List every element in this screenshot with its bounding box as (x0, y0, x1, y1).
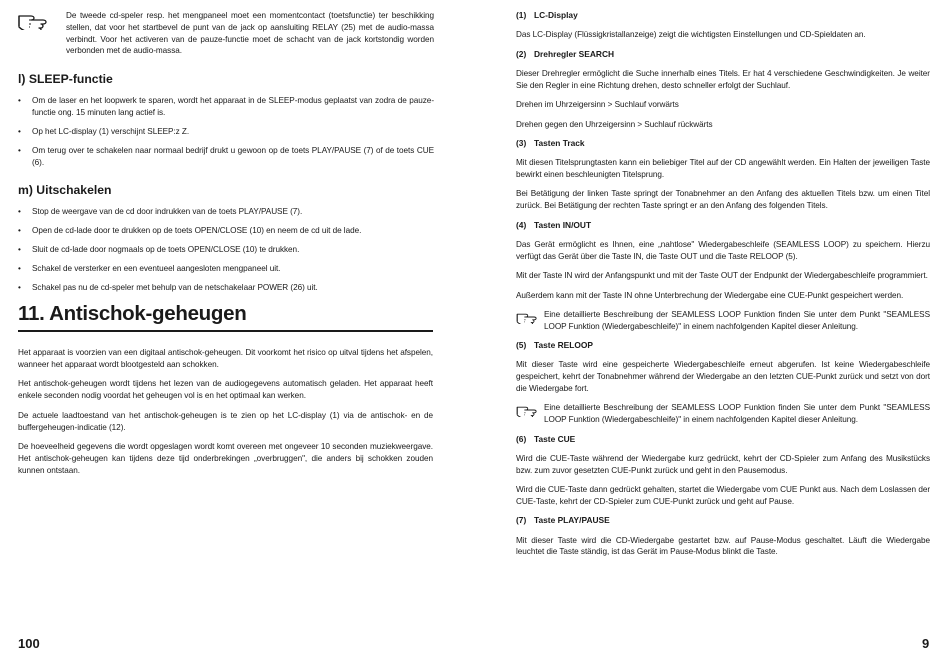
section-heading: (7) Taste PLAY/PAUSE (516, 515, 610, 526)
section-heading-sleep: l) SLEEP-functie (18, 72, 113, 86)
chapter-rule (18, 330, 433, 332)
section-heading: (2) Drehregler SEARCH (516, 48, 615, 59)
section-heading: (6) Taste CUE (516, 433, 576, 444)
note-block (18, 10, 434, 57)
section-heading-uitschakelen: m) Uitschakelen (18, 183, 112, 197)
list-item: • Op het LC-display (1) verschijnt SLEEP:z Z. (18, 126, 190, 136)
right-page (480, 0, 950, 651)
list-item: • Om terug over te schakelen naar normaal bedrijf drukt u gewoon op de toets PLAY/PAUSE (7) of de toets CUE (6). (18, 145, 434, 167)
list-item: • Open de cd-lade door te drukken op de toets OPEN/CLOSE (10) en neem de cd uit de lade. (18, 225, 362, 235)
paragraph: De hoeveelheid gegevens die wordt opgeslagen wordt komt overeen met ongeveer 10 seconden muziekweergave. Het antischok-geheugen kan tijdens deze tijd onderbrekingen „overbruggen", die anders bij schokken zouden kunnen ontstaan. (18, 442, 433, 475)
paragraph: Wird die CUE-Taste während der Wiedergabe kurz gedrückt, kehrt der CD-Spieler zum Anfang des Musikstücks bzw. zum zuvor gesetzten CUE-Punkt zurück und geht in den Pausemodus. (516, 453, 930, 475)
paragraph: Mit der Taste IN wird der Anfangspunkt und mit der Taste OUT der Endpunkt der Wiedergabeschleife programmiert. (516, 271, 928, 281)
list-item: • Sluit de cd-lade door nogmaals op de toets OPEN/CLOSE (10) te drukken. (18, 244, 300, 254)
paragraph: Drehen im Uhrzeigersinn > Suchlauf vorwärts (516, 100, 679, 110)
paragraph: Het antischok-geheugen wordt tijdens het lezen van de audiogegevens automatisch geladen. Het apparaat heeft enkele seconden nodig voordat het geheugen vol is en het optimaal kan werken. (18, 379, 433, 401)
pointing-hand-icon (516, 403, 538, 417)
paragraph: Mit dieser Taste wird die CD-Wiedergabe gestartet bzw. auf Pause-Modus geschaltet. Läuft die Wiedergabe leuchtet die Taste ständig, ist das Gerät im Pause-Modus blinkt die Taste. (516, 535, 930, 557)
paragraph: Dieser Drehregler ermöglicht die Suche innerhalb eines Titels. Er hat 4 verschiedene Geschwindigkeiten. Je weiter Sie den Regler in eine Richtung drehen, desto schneller erfolgt der Suchlauf. (516, 68, 930, 90)
chapter-title: 11. Antischok-geheugen (18, 302, 247, 325)
paragraph: De actuele laadtoestand van het antischok-geheugen is te zien op het LC-display (1) via de antischok- en de buffergeheugen-indicatie (12). (18, 410, 433, 432)
section-heading: (1) LC-Display (516, 10, 578, 20)
note-block (516, 402, 930, 426)
list-item: • Om de laser en het loopwerk te sparen, wordt het apparaat in de SLEEP-modus geplaatst van zodra de pauze-functie ong. 15 minuten lang actief is. (18, 96, 434, 117)
list-item: • Schakel de versterker en een eventueel aangesloten mengpaneel uit. (18, 263, 281, 273)
list-item: • Schakel pas nu de cd-speler met behulp van de netschakelaar POWER (26) uit. (18, 282, 318, 292)
section-heading: (3) Tasten Track (516, 137, 585, 148)
paragraph: Wird die CUE-Taste dann gedrückt gehalten, startet die Wiedergabe vom CUE Punkt aus. Nach dem Loslassen der CUE-Taste, kehrt der CD-Spieler zum CUE-Punkt zurück und geht auf Pause. (516, 485, 930, 506)
paragraph: Das LC-Display (Flüssigkristallanzeige) zeigt die wichtigsten Einstellungen und CD-Spieldaten an. (516, 30, 866, 40)
note-text: Eine detaillierte Beschreibung der SEAMLESS LOOP Funktion finden Sie unter dem Punkt "SEAMLESS LOOP Funktion (Wiedergabeschleife)" in einem nachfolgenden Kapitel dieser Anleitung. (544, 403, 930, 425)
paragraph: Mit diesen Titelsprungtasten kann ein beliebiger Titel auf der CD angewählt werden. Ein Halten der jeweiligen Taste bewirkt einen beschleunigten Titelsprung. (516, 158, 930, 180)
paragraph: Het apparaat is voorzien van een digitaal antischok-geheugen. Dit voorkomt het risico op uitval tijdens het afspelen, wanneer het apparaat wordt blootgesteld aan schokken. (18, 348, 433, 369)
chapter-body (18, 347, 433, 484)
paragraph: Außerdem kann mit der Taste IN ohne Unterbrechung der Wiedergabe eine CUE-Punkt gespeichert werden. (516, 290, 904, 300)
paragraph: Das Gerät ermöglicht es Ihnen, eine „nahtlose" Wiedergabeschleife (SEAMLESS LOOP) zu speichern. Hierzu verfügt das Gerät über die Taste IN, die Taste OUT und die Taste RELOOP (5). (516, 239, 930, 261)
left-page (0, 0, 470, 651)
note-text: Eine detaillierte Beschreibung der SEAMLESS LOOP Funktion finden Sie unter dem Punkt "SEAMLESS LOOP Funktion (Wiedergabeschleife)" in einem nachfolgenden Kapitel dieser Anleitung. (544, 309, 930, 331)
paragraph: Drehen gegen den Uhrzeigersinn > Suchlauf rückwärts (516, 119, 713, 129)
paragraph: Bei Betätigung der linken Taste springt der Tonabnehmer an den Anfang des aktuellen Titels bzw. um einen Titel zurück. Bei Betätigung der rechten Taste springt er an den Anfang des folgenden Titels. (516, 189, 930, 211)
sleep-list (18, 95, 434, 176)
pointing-hand-icon (18, 10, 48, 30)
note-block (516, 309, 930, 333)
page-number: 100 (18, 636, 40, 651)
page-number: 9 (922, 636, 930, 651)
list-item: • Stop de weergave van de cd door indrukken van de toets PLAY/PAUSE (7). (18, 207, 303, 216)
right-column (516, 10, 930, 566)
uitschakelen-list (18, 206, 434, 301)
pointing-hand-icon (516, 310, 538, 324)
section-heading: (5) Taste RELOOP (516, 340, 593, 351)
section-heading: (4) Tasten IN/OUT (516, 219, 592, 230)
paragraph: Mit dieser Taste wird eine gespeicherte Wiedergabeschleife erneut abgerufen. Ist keine Wiedergabeschleife gespeichert, kehrt der Tonabnehmer während der Wiedergabe an den letzten CUE-Punkt zurück und setzt von dort die Wiedergabe fort. (516, 360, 930, 393)
note-text: De tweede cd-speler resp. het mengpaneel moet een momentcontact (toetsfunctie) ter beschikking stellen, dat voor het startbevel de punt van de jack op aansluiting RELAY (25) met de audio-massa verbindt. Voor het activeren van de pauze-functie moet de schacht van de jack kortstondig worden verbonden met de audio-massa. (66, 11, 434, 56)
